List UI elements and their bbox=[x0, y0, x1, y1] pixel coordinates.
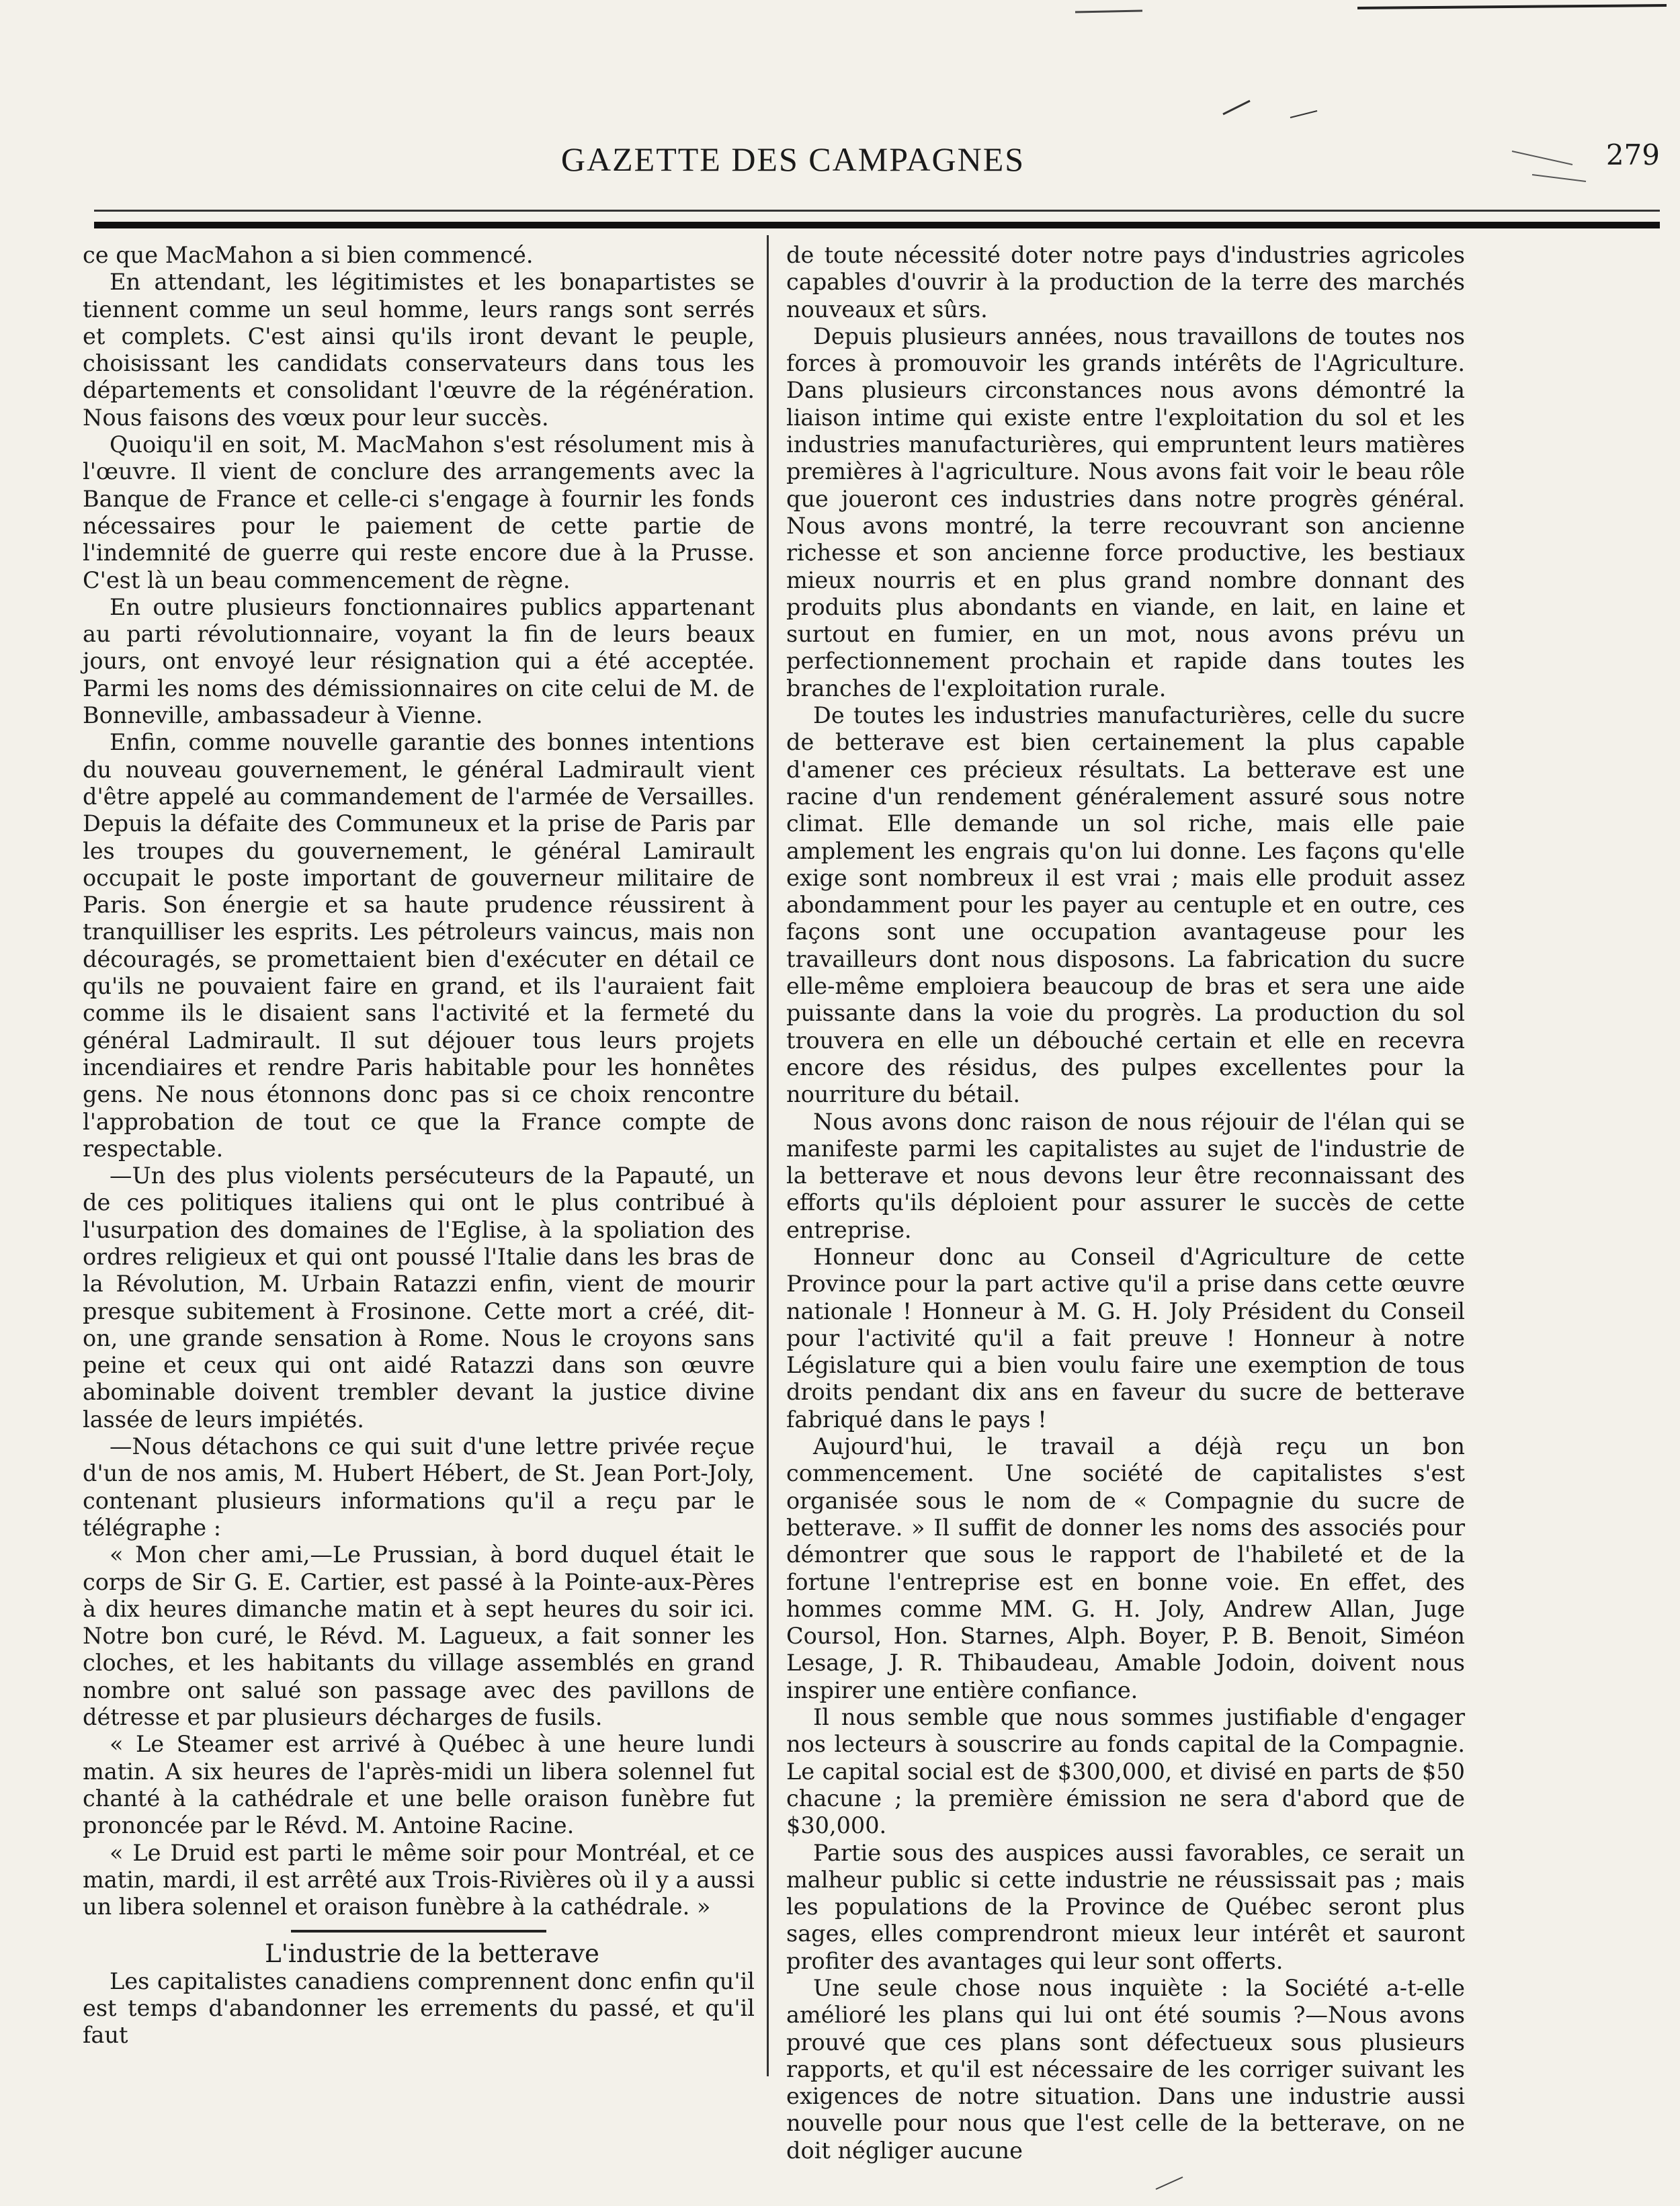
paragraph: ce que MacMahon a si bien commencé. bbox=[83, 242, 534, 268]
paragraph: « Mon cher ami,—Le Prussian, à bord duquel était le corps de Sir G. E. Cartier, est passé à la Pointe-aux-Pères à dix heures dimanche matin et à sept heures du soir ici. Notre bon curé, le Révd. M. Lagueux, a fait sonner les cloches, et les habitants du village assemblés en grand nombre ont salué son passage avec des pavillons de détresse et par plusieurs décharges de fusils. bbox=[83, 1541, 755, 1731]
right-column bbox=[786, 242, 1465, 2164]
header-rule-thick bbox=[94, 222, 1660, 228]
paragraph: —Un des plus violents persécuteurs de la Papauté, un de ces politiques italiens qui ont le plus contribué à l'usurpation des domaines de l'Eglise, à la spoliation des ordres religieux et qui ont poussé l'Italie dans les bras de la Révolution, M. Urbain Ratazzi enfin, vient de mourir presque subitement à Frosinone. Cette mort a créé, dit-on, une grande sensation à Rome. Nous le croyons sans peine et ceux qui ont aidé Ratazzi dans son œuvre abominable doivent trembler devant la justice divine lassée de leurs impiétés. bbox=[83, 1162, 755, 1433]
paragraph: Nous avons donc raison de nous réjouir de l'élan qui se manifeste parmi les capitalistes au sujet de l'industrie de la betterave et nous devons leur être reconnaissant des efforts qu'ils déploient pour assurer le succès de cette entreprise. bbox=[786, 1108, 1465, 1243]
paragraph: Depuis plusieurs années, nous travaillons de toutes nos forces à promouvoir les grands intérêts de l'Agriculture. Dans plusieurs circonstances nous avons démontré la liaison intime qui existe entre l'exploitation du sol et les industries manufacturières, qui empruntent leurs matières premières à l'agriculture. Nous avons fait voir le beau rôle que joueront ces industries dans notre progrès général. Nous avons montré, la terre recouvrant son ancienne richesse et son ancienne force productive, les bestiaux mieux nourris et en plus grand nombre donnant des produits plus abondants en viande, en lait, en laine et surtout en fumier, en un mot, nous avons prévu un perfectionnement prochain et rapide dans toutes les branches de l'exploitation rurale. bbox=[786, 323, 1465, 702]
header-rule-thin bbox=[94, 210, 1660, 212]
paragraph: Partie sous des auspices aussi favorables, ce serait un malheur public si cette industrie ne réussissait pas ; mais les populations de la Province de Québec seront plus sages, elles comprendront mieux leur intérêt et sauront profiter des avantages qui leur sont offerts. bbox=[786, 1839, 1465, 1974]
paragraph: Les capitalistes canadiens comprennent donc enfin qu'il est temps d'abandonner les errements du passé, et qu'il faut bbox=[83, 1967, 755, 2049]
left-column bbox=[83, 242, 755, 2049]
section-divider bbox=[291, 1930, 546, 1933]
paragraph: Honneur donc au Conseil d'Agriculture de cette Province pour la part active qu'il a prise dans cette œuvre nationale ! Honneur à M. G. H. Joly Président du Conseil pour l'activité qu'il a fait preuve ! Honneur à notre Législature qui a bien voulu faire une exemption de tous droits pendant dix ans en faveur du sucre de betterave fabriqué dans le pays ! bbox=[786, 1243, 1465, 1433]
paragraph: Une seule chose nous inquiète : la Société a-t-elle amélioré les plans qui lui ont été soumis ?—Nous avons prouvé que ces plans sont défectueux sous plusieurs rapports, et qu'il est nécessaire de les corriger suivant les exigences de notre situation. Dans une industrie aussi nouvelle pour nous que l'est celle de la betterave, on ne doit négliger aucune bbox=[786, 1975, 1465, 2164]
masthead-title: GAZETTE DES CAMPAGNES bbox=[560, 140, 1025, 178]
paragraph: —Nous détachons ce qui suit d'une lettre privée reçue d'un de nos amis, M. Hubert Hébert, de St. Jean Port-Joly, contenant plusieurs informations qu'il a reçu par le télégraphe : bbox=[83, 1433, 755, 1541]
page-number: 279 bbox=[1605, 138, 1660, 171]
paragraph: « Le Druid est parti le même soir pour Montréal, et ce matin, mardi, il est arrêté aux Trois-Rivières où il y a aussi un libera solennel et oraison funèbre à la cathédrale. » bbox=[83, 1839, 755, 1920]
paragraph: En attendant, les légitimistes et les bonapartistes se tiennent comme un seul homme, leurs rangs sont serrés et complets. C'est ainsi qu'ils iront devant le peuple, choisissant les candidats conservateurs dans tous les départements et consolidant l'œuvre de la régénération. Nous faisons des vœux pour leur succès. bbox=[83, 269, 755, 431]
paragraph: En outre plusieurs fonctionnaires publics appartenant au parti révolutionnaire, voyant la fin de leurs beaux jours, ont envoyé leur résignation qui a été acceptée. Parmi les noms des démissionnaires on cite celui de M. de Bonneville, ambassadeur à Vienne. bbox=[83, 593, 755, 729]
paragraph: de toute nécessité doter notre pays d'industries agricoles capables d'ouvrir à la production de la terre des marchés nouveaux et sûrs. bbox=[786, 242, 1465, 323]
paragraph: Il nous semble que nous sommes justifiable d'engager nos lecteurs à souscrire au fonds capital de la Compagnie. Le capital social est de $300,000, et divisé en parts de $50 chacune ; la première émission ne sera d'abord que de $30,000. bbox=[786, 1704, 1465, 1839]
column-divider bbox=[767, 235, 769, 2076]
paragraph: « Le Steamer est arrivé à Québec à une heure lundi matin. A six heures de l'après-midi un libera solennel fut chanté à la cathédrale et une belle oraison funèbre fut prononcée par le Révd. M. Antoine Racine. bbox=[83, 1731, 755, 1839]
paragraph: Aujourd'hui, le travail a déjà reçu un bon commencement. Une société de capitalistes s'est organisée sous le nom de « Compagnie du sucre de betterave. » Il suffit de donner les noms des associés pour démontrer que sous le rapport de l'habileté et de la fortune l'entreprise est en bonne voie. En effet, des hommes comme MM. G. H. Joly, Andrew Allan, Juge Coursol, Hon. Starnes, Alph. Boyer, P. B. Benoit, Siméon Lesage, J. R. Thibaudeau, Amable Jodoin, doivent nous inspirer une entière confiance. bbox=[786, 1433, 1465, 1703]
paragraph: Quoiqu'il en soit, M. MacMahon s'est résolument mis à l'œuvre. Il vient de conclure des arrangements avec la Banque de France et celle-ci s'engage à fournir les fonds nécessaires pour le paiement de cette partie de l'indemnité de guerre qui reste encore due à la Prusse. C'est là un beau commencement de règne. bbox=[83, 431, 755, 593]
section-title: L'industrie de la betterave bbox=[265, 1939, 599, 1969]
paragraph: De toutes les industries manufacturières, celle du sucre de betterave est bien certainement la plus capable d'amener ces précieux résultats. La betterave est une racine d'un rendement généralement assuré sous notre climat. Elle demande un sol riche, mais elle paie amplement les engrais qu'on lui donne. Les façons qu'elle exige sont nombreux il est vrai ; mais elle produit assez abondamment pour les payer au centuple et en outre, ces façons sont une occupation avantageuse pour les travailleurs dont nous disposons. La fabrication du sucre elle-même emploiera beaucoup de bras et sera une aide puissante dans la voie du progrès. La production du sol trouvera en elle un débouché certain et elle en recevra encore des résidus, des pulpes excellentes pour la nourriture du bétail. bbox=[786, 702, 1465, 1108]
paragraph: Enfin, comme nouvelle garantie des bonnes intentions du nouveau gouvernement, le général Ladmirault vient d'être appelé au commandement de l'armée de Versailles. Depuis la défaite des Communeux et la prise de Paris par les troupes du gouvernement, le général Lamirault occupait le poste important de gouverneur militaire de Paris. Son énergie et sa haute prudence réussirent à tranquilliser les esprits. Les pétroleurs vaincus, mais non découragés, se promettaient bien d'exécuter en détail ce qu'ils ne pouvaient faire en grand, et ils l'auraient fait comme ils le disaient sans l'activité et la fermeté du général Ladmirault. Il sut déjouer tous leurs projets incendiaires et rendre Paris habitable pour les honnêtes gens. Ne nous étonnons donc pas si ce choix rencontre l'approbation de tout ce que la France compte de respectable. bbox=[83, 729, 755, 1162]
